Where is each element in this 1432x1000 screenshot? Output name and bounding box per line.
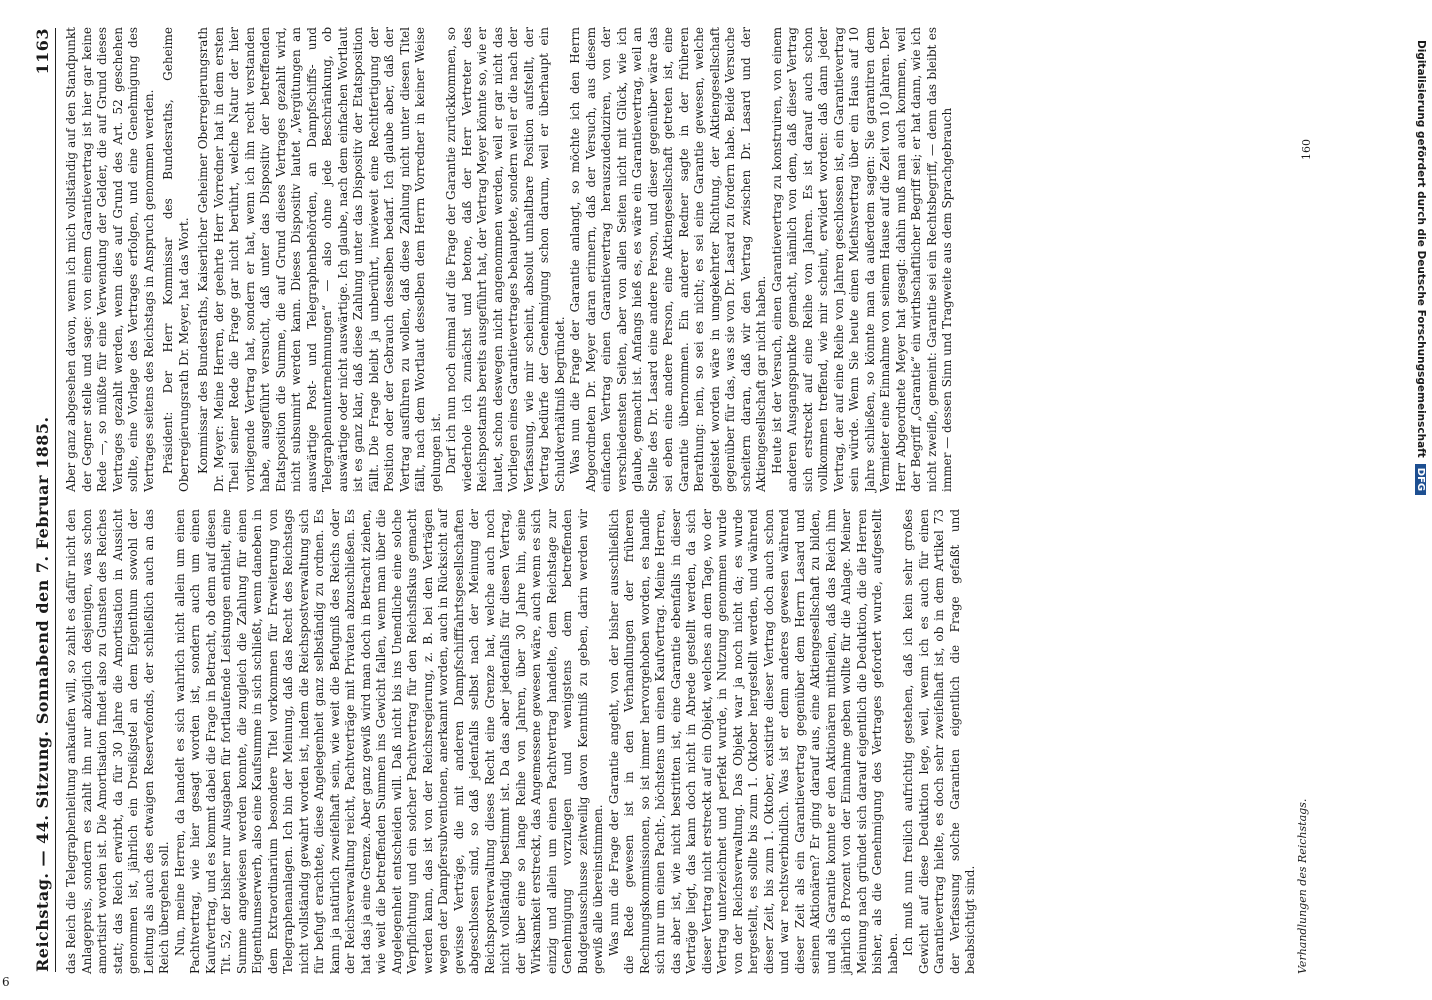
right-column [64,27,956,492]
page-header [20,28,56,972]
paragraph: Was nun die Frage der Garantie anlangt, so möchte ich den Herrn Abgeordneten Dr. Meyer daran erinnern, daß der Versuch, aus diesem einfachen Vertrag einen Garantievertrag herauszudeduziren, von der verschiedensten Seiten, aber von allen Seiten nicht mit Glück, wie ich glaube, gemacht ist. Anfangs hieß es, es wäre ein Garantievertrag, weil an Stelle des Dr. Lasard eine andere Person, und dieser gegenüber wäre das sei eben eine andere Person, eine Aktiengesellschaft getreten ist, eine Garantie übernommen. Ein anderer Redner sagte in der früheren Berathung: nein, so sei es nicht; es sei eine Garantie gewesen, welche geleistet worden wäre in umgekehrter Richtung, der Aktiengesellschaft gegenüber für das, was sie von Dr. Lasard zu fordern habe. Beide Versuche scheitern daran, daß wir den Vertrag zwischen Dr. Lasard und der Aktiengesellschaft gar nicht haben. [568,27,768,492]
signature-number: 160 [1300,139,1313,160]
margin-mark: 6 [2,975,10,989]
footer-title: Verhandlungen des Reichstags. [1296,798,1309,974]
speaker-paragraph: Präsident: Der Herr Kommissar des Bundesraths, Geheime Oberregierungsrath Dr. Meyer, hat das Wort. [161,27,191,492]
speaker-paragraph: Kommissar des Bundesraths, Kaiserlicher Geheimer Oberregierungsrath Dr. Meyer: Meine Herren, der geehrte Herr Vorredner hat in dem ersten Theil seiner Rede die Frage gar nicht berührt, welche Natur der hier vorliegende Vertrag hat, sondern er hat, wenn ich ihn recht verstanden habe, ausgeführt versucht, daß unter das Dispositiv der betreffenden Etatsposition die Summe, die auf Grund dieses Vertrages gezahlt wird, nicht subsumirt werden kann. Dieses Dispositiv lautet „Vergütungen an auswärtige Post- und Telegraphenbehörden, an Dampfschiffs- und Telegraphenunternehmungen“ — also ohne jede Beschränkung, ob auswärtige oder nicht auswärtige. Ich glaube, nach dem einfachen Wortlaut ist es ganz klar, daß diese Zahlung unter das Dispositiv der Etatsposition fällt. Die Frage bleibt ja unberührt, inwieweit eine Rechtfertigung der Position oder der Gebrauch desselben bedarf. Ich glaube aber, daß der Vertrag ausführen zu wollen, daß diese Zahlung nicht unter diesen Titel fällt, nach dem Wortlaut desselben dem Herrn Vorredner in keiner Weise gelungen ist. [196,27,443,492]
paragraph: das Reich die Telegraphenleitung ankaufen will, so zahlt es dafür nicht den Anlagepreis, sondern es zahlt ihn nur abzüglich desjenigen, was schon amortisirt worden ist. Die Amortisation findet also zu Gunsten des Reiches statt; das Reich erwirbt, da für 30 Jahre die Amortisation in Aussicht genommen ist, jährlich ein Dreißigstel an dem Eigenthum sowohl der Leitung als auch des etwaigen Reservefonds, der schließlich auch an das Reich übergehen soll. [64,509,171,974]
page-number: 1163 [33,28,52,75]
dfg-logo: DFG [1416,464,1427,495]
paragraph: Ich muß nun freilich aufrichtig gestehen, daß ich kein sehr großes Gewicht auf diese Deduktion lege, weil, wenn ich es auch für einen Garantievertrag hielte, es doch sehr zweifelhaft ist, ob in dem Artikel 73 der Verfassung solche Garantien eigentlich die Frage gefaßt und beabsichtigt sind. [901,509,977,974]
left-column [64,509,979,974]
sidebar-credit [1412,40,1430,1000]
header-title: Reichstag. — 44. Sitzung. Sonnabend den 7. Februar 1885. [33,416,52,972]
paragraph: Aber ganz abgesehen davon, wenn ich mich vollständig auf den Standpunkt der Gegner stelle und sage: von einem Garantievertrag ist hier gar keine Rede —, so müßte für eine Verwendung der Gelder, die auf Grund dieses Vertrages gezahlt werden, wenn dies auf Grund des Art. 52 geschehen sollte, eine Vorlage des Vertrages erfolgen, und eine Genehmigung des Vertrages seitens des Reichstags in Anspruch genommen werden. [64,27,156,492]
sidebar-text: Digitalisierung gefördert durch die Deutsche Forschungsgemeinschaft [1415,40,1427,458]
paragraph: Heute ist der Versuch, einen Garantievertrag zu konstruiren, von einem anderen Ausgangspunkte gemacht, nämlich von dem, daß dieser Vertrag sich erstreckt auf eine Reihe von Jahren. Es ist darauf auch schon vollkommen treffend, wie mir scheint, erwidert worden: daß dann jeder Vertrag, der auf eine Reihe von Jahren geschlossen ist, ein Garantievertrag sein würde. Wenn Sie heute einen Miethsvertrag über ein Haus auf 10 Jahre schließen, so könnte man da außerdem sagen: Sie garantiren dem Vermieter eine Einnahme von seinem Hause auf die Zeit von 10 Jahren. Der Herr Abgeordnete Meyer hat gesagt: dahin muß man auch kommen, weil der Begriff „Garantie“ ein wirthschaftlicher Begriff sei; er hat dann, wie ich nicht zweifle, gemeint: Garantie sei ein Rechtsbegriff, — denn das bleibt es immer — dessen Sinn und Tragweite aus dem Sprachgebrauch [769,27,954,492]
paragraph: Darf ich nun noch einmal auf die Frage der Garantie zurückkommen, so wiederhole ich zunächst und betone, daß der Herr Vertreter des Reichspostamts bereits ausgeführt hat, der Vertrag Meyer könnte so, wie er lautet, schon deswegen nicht angenommen werden, weil er gar nicht das Vorliegen eines Garantievertrages behauptete, sondern weil er die nach der Verfassung, wie mir scheint, absolut unhaltbare Position aufstellt, der Vertrag bedürfe der Genehmigung schon darum, weil er überhaupt ein Schuldverhältniß begründet. [444,27,567,492]
paragraph: Was nun die Frage der Garantie angeht, von der bisher ausschließlich die Rede gewesen ist in den Verhandlungen der früheren Rechnungskommissionen, so ist immer hervorgehoben worden, es handle sich nur um einen Pacht-, höchstens um einen Kaufvertrag. Meine Herren, das aber ist, wie nicht bestritten ist, eine Garantie ebenfalls in dieser Verträge liegt, das kann doch nicht in Abrede gestellt werden, da sich dieser Vertrag nicht erstreckt auf ein Objekt, welches an dem Tage, wo der Vertrag unterzeichnet und perfekt wurde, in Nutzung genommen wurde von der Reichsverwaltung. Das Objekt war ja noch nicht da; es wurde hergestellt, es sollte bis zum 1. Oktober hergestellt werden, und während dieser Zeit, bis zum 1. Oktober, existirte dieser Vertrag doch auch schon und war rechtsverbindlich. Was ist er denn anderes gewesen während dieser Zeit als ein Garantievertrag gegenüber dem Herrn Lasard und seinen Aktionären? Er ging darauf aus, eine Aktiengesellschaft zu bilden, und als Garantie konnte er den Aktionären mittheilen, daß das Reich ihm jährlich 8 Prozent von der Einnahme geben wollte für die Anlage. Meiner Meinung nach gründet sich darauf eigentlich die Deduktion, die die Herren bisher, als die Genehmigung des Vertrages gefordert wurde, aufgestellt haben. [606,509,900,974]
paragraph: Nun, meine Herren, da handelt es sich wahrlich nicht allein um einen Pachtvertrag, wie hier gesagt worden ist, sondern auch um einen Kaufvertrag, und es kommt dabei die Frage in Betracht, ob denn auf diesen Tit. 52, der bisher nur Ausgaben für fortlaufende Leistungen enthielt, eine Summe angewiesen werden konnte, die zugleich die Zahlung für einen Eigenthumserwerb, also eine Kaufsumme in sich schließt, wenn daneben in dem Extraordinarium besondere Titel vorkommen für Erweiterung von Telegraphenanlagen. Ich bin der Meinung, daß das Recht des Reichstags nicht vollständig gewahrt worden ist, indem die Reichspostverwaltung sich für befugt erachtete, diese Angelegenheit ganz selbständig zu ordnen. Es kann ja natürlich zweifelhaft sein, wie weit die Befugniß des Reichs oder der Reichsverwaltung reicht, Pachtverträge mit Privaten abzuschließen. Es hat das ja eine Grenze. Aber ganz gewiß wird man doch in Betracht ziehen, wie weit die betreffenden Summen ins Gewicht fallen, wenn man über die Angelegenheit entscheiden will. Daß nicht bis ins Unendliche eine solche Verpflichtung und ein solcher Pachtvertrag für den Reichsfiskus gemacht werden kann, das ist von der Reichsregierung, z. B. bei den Verträgen wegen der Dampfersubventionen, anerkannt worden, auch in Rücksicht auf gewisse Verträge, die mit anderen Dampfschifffahrtsgesellschaften abgeschlossen sind, so daß jedenfalls selbst nach der Meinung der Reichspostverwaltung dieses Recht eine Grenze hat, welche auch noch nicht vollständig bestimmt ist. Da das aber jedenfalls für diesen Vertrag, der über eine so lange Reihe von Jahren, über 30 Jahre hin, seine Wirksamkeit erstreckt, das Angemessene gewesen wäre, auch wenn es sich einzig und allein um einen Pachtvertrag handelte, dem Reichstage zur Genehmigung vorzulegen und wenigstens dem betreffenden Budgetausschusse zeitweilig davon Kenntniß zu geben, darin werden wir gewiß alle übereinstimmen. [172,509,605,974]
digitization-sidebar [1412,40,1430,1000]
